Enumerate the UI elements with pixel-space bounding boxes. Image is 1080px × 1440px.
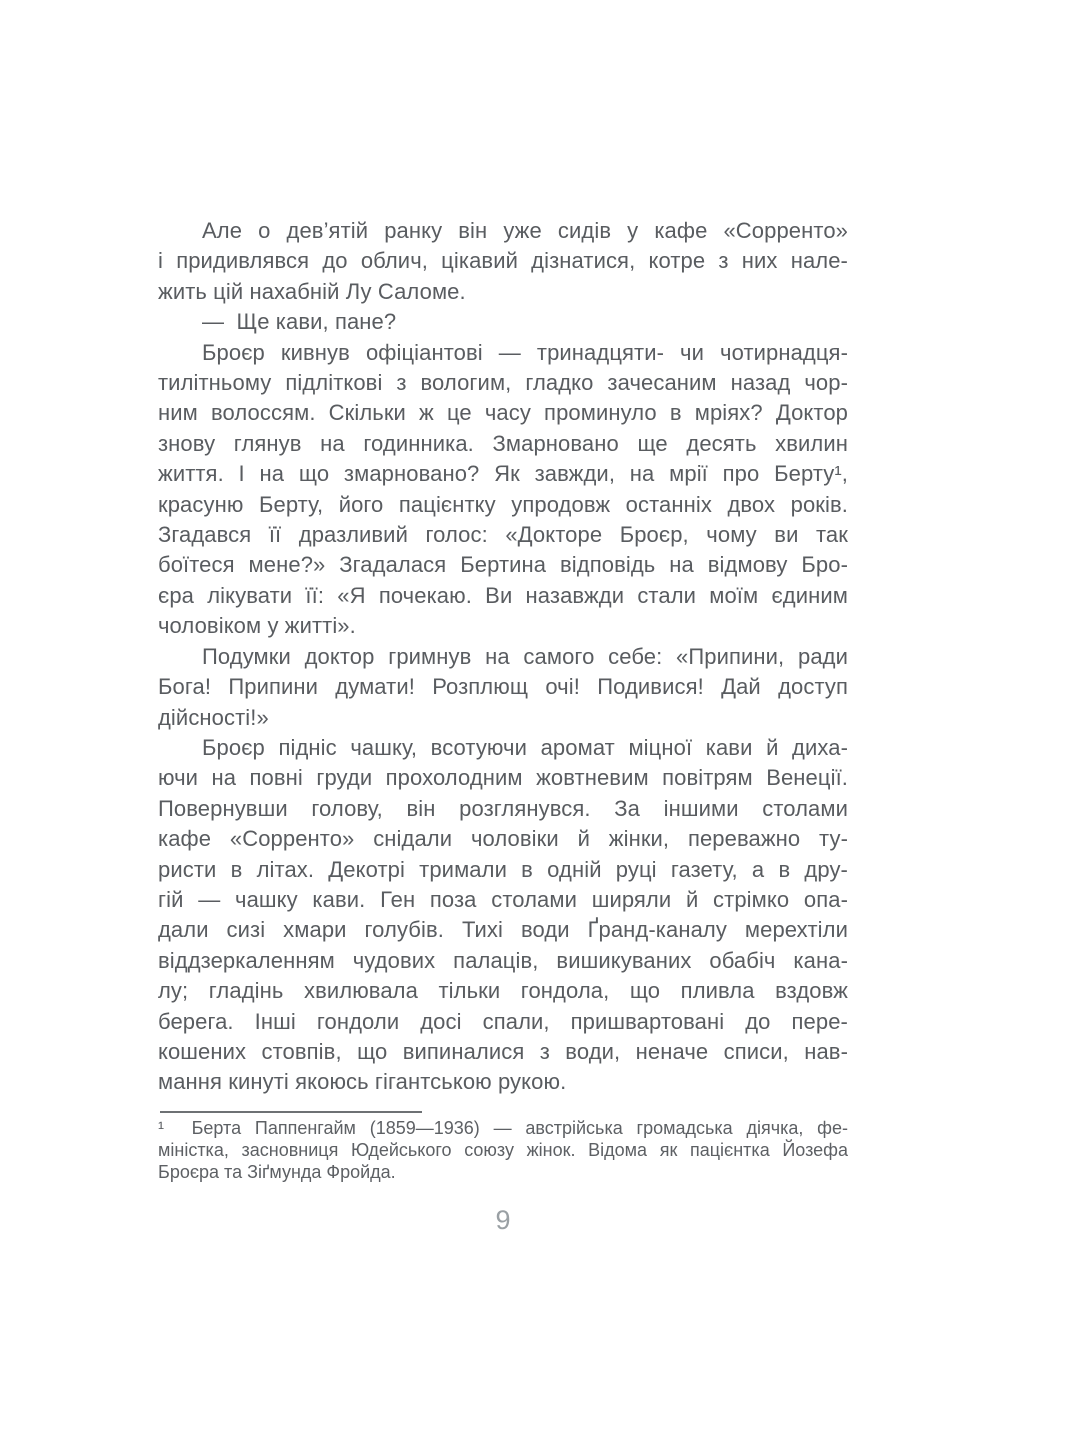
body-text-line: — Ще кави, пане? xyxy=(202,309,397,335)
footnote xyxy=(158,1117,848,1183)
body-text-line: знову глянув на годинника. Змарновано ще десять хвилин xyxy=(158,430,848,456)
body-text-line: ристи в літах. Декотрі тримали в одній руці газету, а в дру- xyxy=(158,856,848,882)
page-number: 9 xyxy=(495,1205,511,1235)
body-text-line: Броєр підніс чашку, всотуючи аромат міцної кави й диха- xyxy=(202,734,848,760)
body-text-line: красуню Берту, його пацієнтку упродовж останніх двох років. xyxy=(158,491,848,517)
body-text-line: Повернувши голову, він розглянувся. За іншими столами xyxy=(158,795,848,821)
body-text-line: жить цій нахабній Лу Саломе. xyxy=(158,278,466,304)
text-block xyxy=(158,216,848,1183)
body-text-line: життя. І на що змарновано? Як завжди, на мрії про Берту¹, xyxy=(158,461,848,487)
body-text-line: ючи на повні груди прохолодним жовтневим повітрям Венеції. xyxy=(158,765,848,791)
body-text-line: берега. Інші гондоли досі спали, пришвартовані до пере- xyxy=(158,1008,848,1034)
footnote-line: міністка, засновниця Юдейського союзу жінок. Відома як пацієнтка Йозефа xyxy=(158,1139,848,1160)
body-text-line: Бога! Припини думати! Розплющ очі! Подивися! Дай доступ xyxy=(158,674,848,700)
footnote-line: Броєра та Зіґмунда Фройда. xyxy=(158,1161,396,1182)
footnote-line: ¹ Берта Паппенгайм (1859—1936) — австрійська громадська діячка, фе- xyxy=(158,1117,848,1138)
body-text-line: кошених стовпів, що випиналися з води, неначе списи, нав- xyxy=(158,1038,848,1064)
body-text-line: Але о дев’ятій ранку він уже сидів у кафе «Сорренто» xyxy=(202,218,848,243)
body-text-line: Броєр кивнув офіціантові — тринадцяти- чи чотирнадця- xyxy=(202,339,848,365)
body-text-line: мання кинуті якоюсь гігантською рукою. xyxy=(158,1069,567,1095)
body-text-line: лу; гладінь хвилювала тільки гондола, що пливла вздовж xyxy=(158,978,848,1004)
footnote-separator xyxy=(160,1111,422,1113)
body-text-line: тилітньому підліткові з вологим, гладко зачесаним назад чор- xyxy=(158,370,848,396)
body-text-line: Згадався її дразливий голос: «Докторе Броєр, чому ви так xyxy=(158,522,848,548)
body-text-line: віддзеркаленням чудових палаців, вишикуваних обабіч кана- xyxy=(158,947,848,973)
body-text-line: ним волоссям. Скільки ж це часу проминуло в мріях? Доктор xyxy=(158,400,848,426)
body-text-line: гій — чашку кави. Ген поза столами ширяли й стрімко опа- xyxy=(158,886,848,912)
body-text-line: дійсності!» xyxy=(158,704,269,730)
body-text-line: боїтеся мене?» Згадалася Бертина відповідь на відмову Бро- xyxy=(158,552,848,578)
body-text-line: єра лікувати її: «Я почекаю. Ви назавжди стали моїм єдиним xyxy=(158,582,848,608)
body-text xyxy=(158,216,848,1098)
body-text-line: і придивлявся до облич, цікавий дізнатися, котре з них нале- xyxy=(158,248,848,274)
body-text-line: кафе «Сорренто» снідали чоловіки й жінки, переважно ту- xyxy=(158,826,848,852)
body-text-line: дали сизі хмари голубів. Тихі води Ґранд-каналу мерехтіли xyxy=(158,917,848,943)
body-text-line: чоловіком у житті». xyxy=(158,613,356,639)
body-text-line: Подумки доктор гримнув на самого себе: «Припини, ради xyxy=(202,643,848,669)
